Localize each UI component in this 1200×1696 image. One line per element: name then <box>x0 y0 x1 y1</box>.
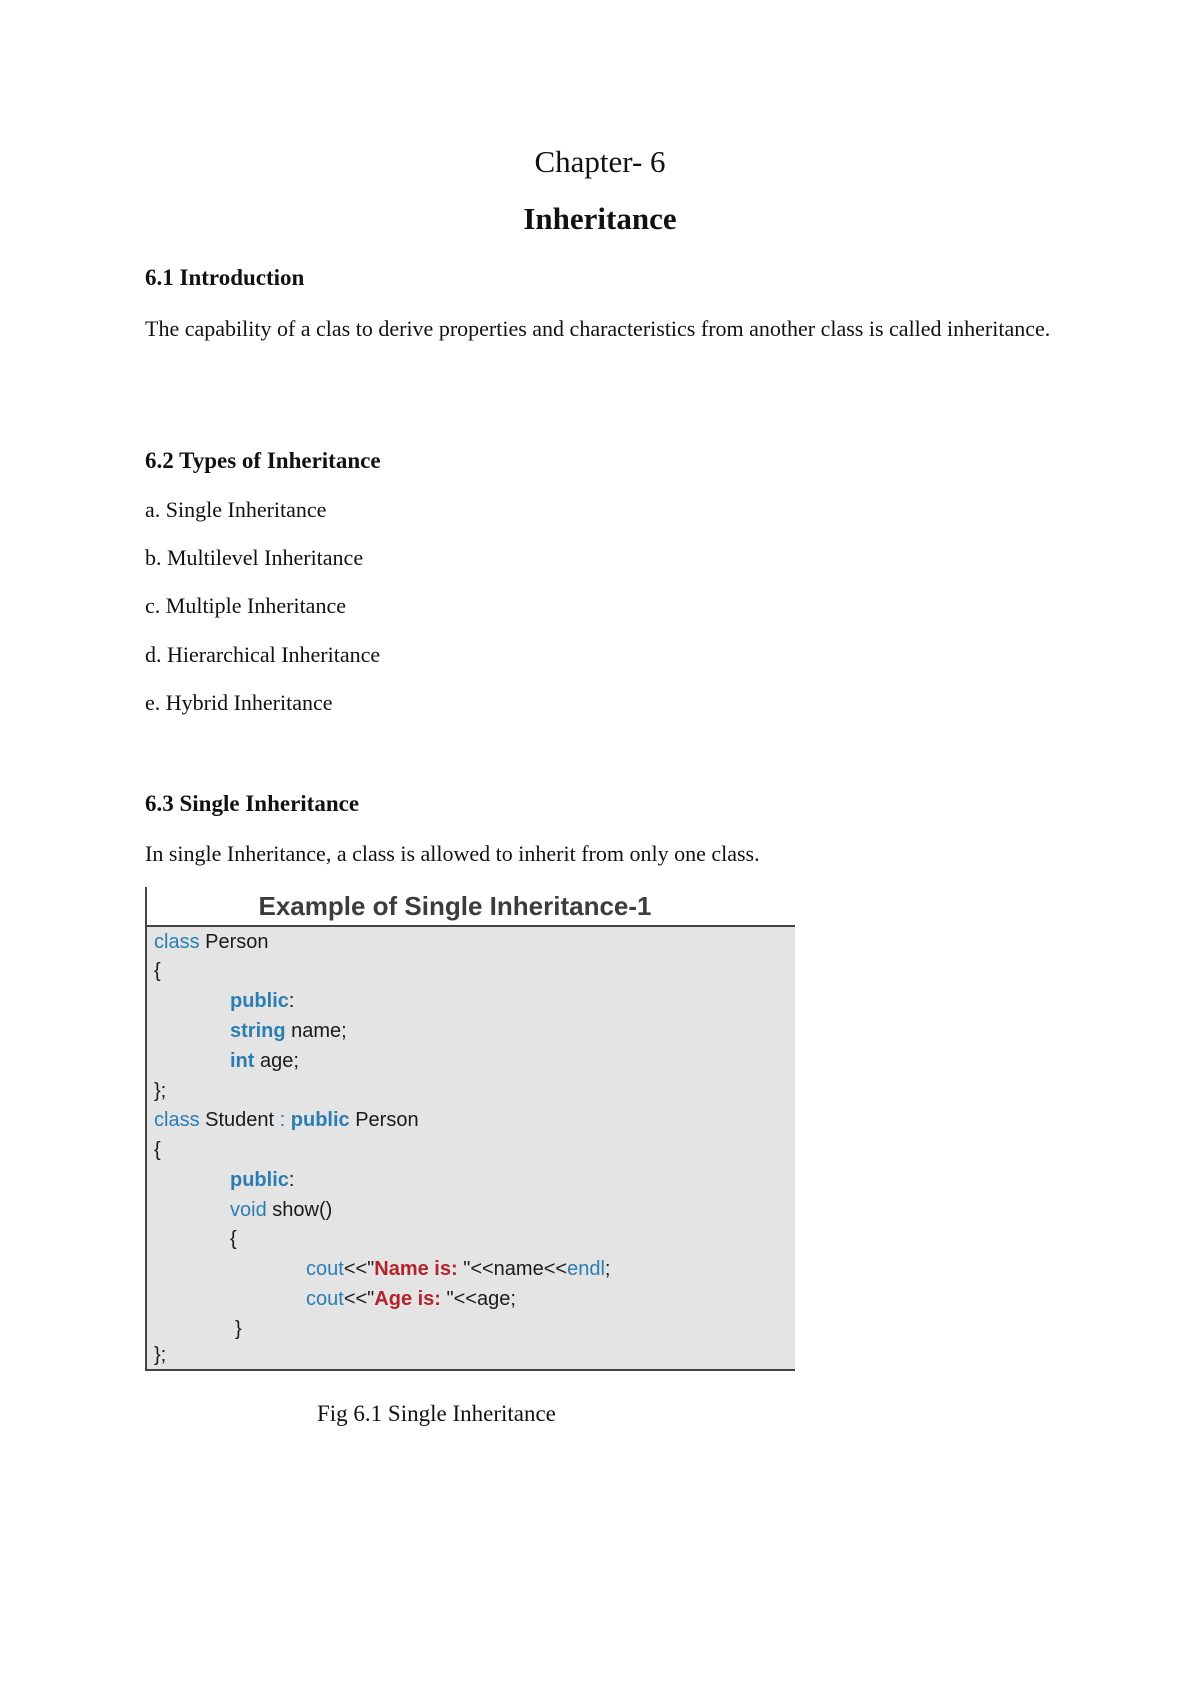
code-keyword: public <box>230 990 289 1012</box>
chapter-number: Chapter- 6 <box>534 144 666 179</box>
figure-caption: Fig 6.1 Single Inheritance <box>317 1401 556 1426</box>
code-text: Student <box>199 1109 280 1131</box>
code-text: : <box>288 990 295 1012</box>
code-keyword: cout <box>306 1288 344 1310</box>
code-line <box>230 1020 347 1043</box>
code-figure-title: Example of Single Inheritance-1 <box>258 891 652 921</box>
code-text: age; <box>254 1050 299 1072</box>
code-string: Age is: <box>374 1288 447 1310</box>
code-keyword: class <box>154 1109 200 1131</box>
code-line <box>154 931 269 954</box>
single-inheritance-paragraph: In single Inheritance, a class is allowed to inherit from only one class. <box>145 841 760 866</box>
code-line: } <box>235 1318 242 1340</box>
code-keyword: cout <box>306 1258 344 1280</box>
code-string: Name is: <box>374 1258 464 1280</box>
code-line <box>230 1169 294 1192</box>
code-text: : <box>288 1169 295 1191</box>
list-item: a. Single Inheritance <box>145 497 327 522</box>
code-line <box>230 1199 332 1222</box>
code-text: <<" <box>343 1288 375 1310</box>
code-text: show() <box>266 1199 333 1221</box>
code-keyword: class <box>154 931 200 953</box>
code-text: <<" <box>343 1258 375 1280</box>
code-line <box>154 1109 419 1132</box>
code-line <box>306 1288 516 1311</box>
code-line: }; <box>154 1344 167 1366</box>
code-text: Person <box>199 931 269 953</box>
code-text: "<<age; <box>446 1288 516 1310</box>
code-text: ; <box>604 1258 611 1280</box>
section-heading-types: 6.2 Types of Inheritance <box>145 448 381 473</box>
code-line: }; <box>154 1080 167 1102</box>
code-keyword: int <box>230 1050 255 1072</box>
code-line <box>230 1050 299 1073</box>
chapter-title: Inheritance <box>523 201 677 236</box>
section-heading-introduction: 6.1 Introduction <box>145 265 305 290</box>
list-item: b. Multilevel Inheritance <box>145 545 364 570</box>
list-item: e. Hybrid Inheritance <box>145 690 333 715</box>
code-line: { <box>230 1228 237 1250</box>
code-text: name; <box>285 1020 347 1042</box>
code-keyword: void <box>230 1199 267 1221</box>
code-keyword: string <box>230 1020 286 1042</box>
code-operator: : <box>279 1109 291 1131</box>
code-keyword: public <box>230 1169 289 1191</box>
code-figure <box>145 887 795 1371</box>
list-item: d. Hierarchical Inheritance <box>145 642 381 667</box>
code-line: { <box>154 1139 161 1161</box>
code-line <box>306 1258 610 1281</box>
code-text: Person <box>349 1109 419 1131</box>
list-item: c. Multiple Inheritance <box>145 593 346 618</box>
code-figure-header <box>147 887 795 927</box>
introduction-paragraph: The capability of a clas to derive properties and characteristics from another class is called inheritance. <box>145 316 1051 341</box>
code-keyword: endl <box>567 1258 605 1280</box>
code-text: "<<name<< <box>463 1258 568 1280</box>
code-keyword: public <box>290 1109 350 1131</box>
code-line: { <box>154 960 161 982</box>
section-heading-single-inheritance: 6.3 Single Inheritance <box>145 791 360 816</box>
code-line <box>230 990 294 1013</box>
